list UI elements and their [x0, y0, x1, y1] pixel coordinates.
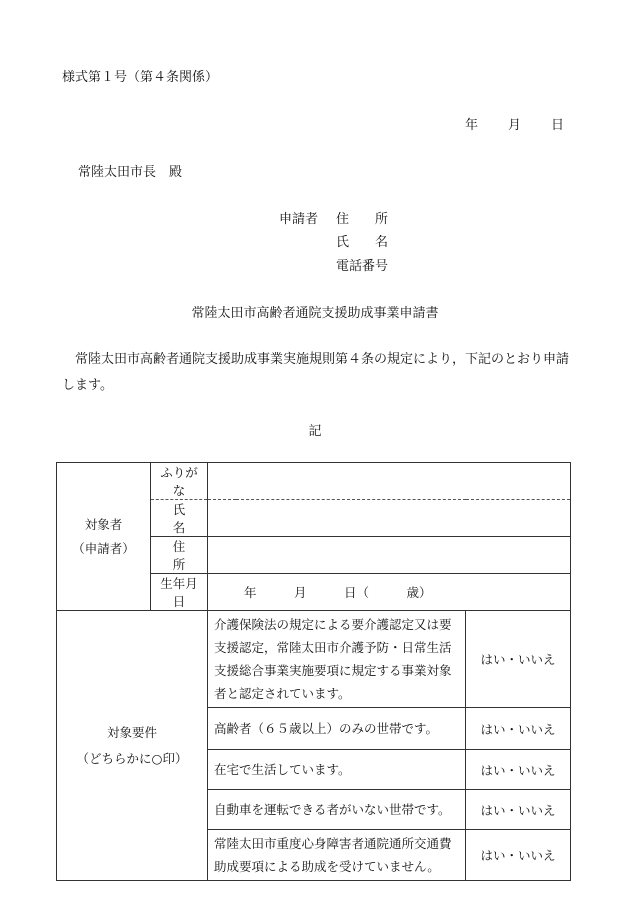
- requirement-answer[interactable]: はい・いいえ: [466, 750, 571, 790]
- requirement-answer[interactable]: はい・いいえ: [466, 611, 571, 708]
- applicant-address-label: 住 所: [336, 212, 389, 227]
- date-year: 年: [465, 118, 479, 133]
- requirement-text: 自動車を運転できる者がいない世帯です。: [208, 790, 466, 830]
- furigana-field[interactable]: [208, 463, 571, 500]
- applicant-phone-label: 電話番号: [336, 259, 389, 274]
- furigana-label: ふりがな: [151, 463, 208, 500]
- addressee: 常陸太田市長 殿: [78, 165, 183, 180]
- date-day: 日: [551, 118, 565, 133]
- requirements-cell: [57, 611, 208, 881]
- requirement-text: 常陸太田市重度心身障害者通院通所交通費助成要項による助成を受けていません。: [208, 830, 466, 881]
- address-label: 住 所: [151, 537, 208, 574]
- document-title: 常陸太田市高齢者通院支援助成事業申請書: [191, 306, 439, 321]
- requirements-sub-label: （どちらかに○印）: [76, 750, 188, 766]
- body-text: 常陸太田市高齢者通院支援助成事業実施規則第４条の規定により，下記のとおり申請します。: [62, 352, 570, 393]
- name-label: 氏 名: [151, 500, 208, 537]
- date-month: 月: [508, 118, 522, 133]
- subject-cell: [57, 463, 151, 611]
- applicant-label: 申請者: [279, 212, 319, 227]
- ki-heading: 記: [308, 424, 322, 439]
- subject-label: 対象者: [84, 516, 123, 532]
- birthdate-label: 生年月日: [151, 574, 208, 611]
- birthdate-field[interactable]: 年 月 日（ 歳）: [208, 574, 571, 611]
- address-field[interactable]: [208, 537, 571, 574]
- requirements-label: 対象要件: [106, 724, 157, 740]
- requirement-answer[interactable]: はい・いいえ: [466, 790, 571, 830]
- date-line: [465, 114, 564, 133]
- requirement-text: 在宅で生活しています。: [208, 750, 466, 790]
- requirement-text: 高齢者（６５歳以上）のみの世帯です。: [208, 708, 466, 750]
- requirement-text: 介護保険法の規定による要介護認定又は要支援認定，常陸太田市介護予防・日常生活支援総合事業実施要項に規定する事業対象者と認定されています。: [208, 611, 466, 708]
- application-table: [56, 462, 571, 881]
- requirement-answer[interactable]: はい・いいえ: [466, 708, 571, 750]
- form-number: 様式第１号（第４条関係）: [62, 70, 219, 85]
- applicant-block: [279, 208, 479, 278]
- name-field[interactable]: [208, 500, 571, 537]
- applicant-name-label: 氏 名: [336, 235, 389, 250]
- requirement-answer[interactable]: はい・いいえ: [466, 830, 571, 881]
- subject-sub-label: （申請者）: [72, 540, 135, 556]
